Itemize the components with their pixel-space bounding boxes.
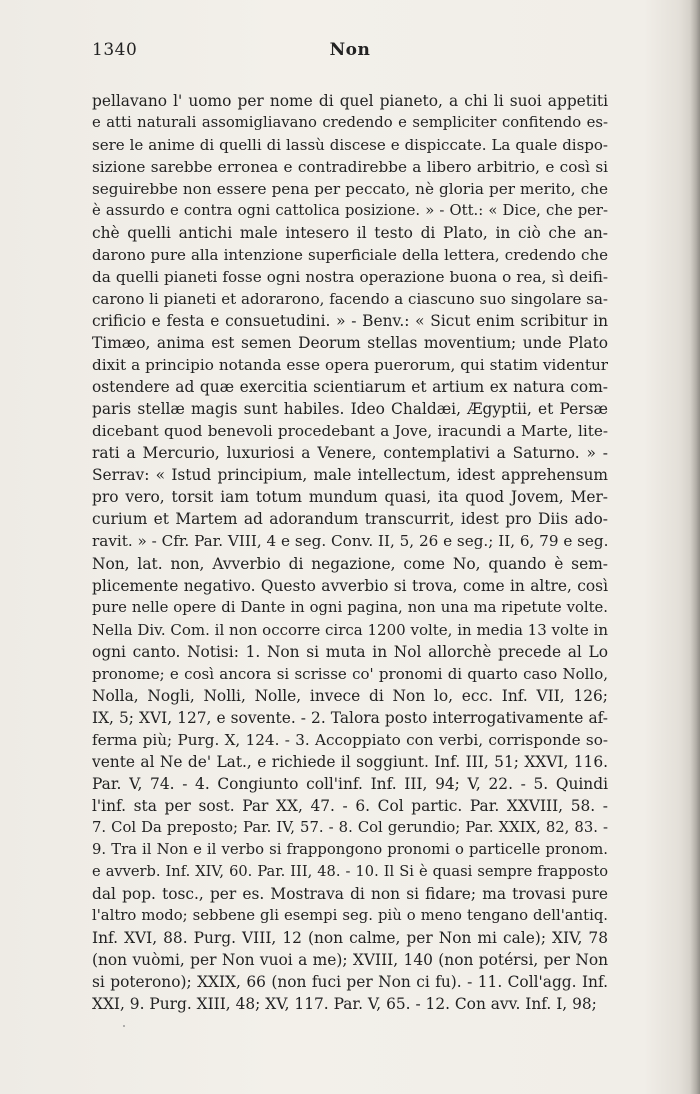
text-line: crificio e festa e consuetudini. » - Benv.: « Sicut enim scribitur in bbox=[92, 312, 608, 330]
entry-headword-line: Non, lat. non, Avverbio di negazione, come No, quando è sem- bbox=[92, 555, 608, 573]
text-line: Serrav: « Istud principium, male intellectum, idest apprehensum bbox=[92, 466, 608, 484]
text-line: carono li pianeti et adorarono, facendo a ciascuno suo singolare sa- bbox=[92, 290, 608, 308]
continued-entry-paragraph bbox=[92, 90, 608, 552]
text-line: dicebant quod benevoli procedebant a Jove, iracundi a Marte, lite- bbox=[92, 422, 608, 440]
text-line: sere le anime di quelli di lassù discese e dispiccate. La quale dispo- bbox=[92, 136, 608, 154]
text-line: pellavano l' uomo per nome di quel pianeto, a chi li suoi appetiti bbox=[92, 92, 608, 110]
text-line: paris stellæ magis sunt habiles. Ideo Chaldæi, Ægyptii, et Persæ bbox=[92, 400, 608, 418]
text-line: si poterono); XXIX, 66 (non fuci per Non ci fu). - 11. Coll'agg. Inf. bbox=[92, 973, 608, 991]
text-line: (non vuòmi, per Non vuoi a me); XVIII, 140 (non potérsi, per Non bbox=[92, 951, 608, 969]
text-line: dixit a principio notanda esse opera puerorum, qui statim videntur bbox=[92, 356, 608, 374]
text-line: IX, 5; XVI, 127, e sovente. - 2. Talora posto interrogativamente af- bbox=[92, 709, 608, 727]
page-edge-shadow bbox=[690, 0, 700, 1094]
text-line: ogni canto. Notisi: 1. Non si muta in Nol allorchè precede al Lo bbox=[92, 643, 608, 661]
entry-non bbox=[92, 553, 608, 1015]
text-line: sizione sarebbe erronea e contradirebbe a libero arbitrio, e così si bbox=[92, 158, 608, 176]
text-line: pronome; e così ancora si scrisse co' pronomi di quarto caso Nollo, bbox=[92, 665, 608, 683]
text-line: e atti naturali assomigliavano credendo e sempliciter confitendo es- bbox=[92, 114, 608, 131]
text-line: e avverb. Inf. XIV, 60. Par. III, 48. - 10. Il Si è quasi sempre frapposto bbox=[92, 863, 608, 880]
text-line: ostendere ad quæ exercitia scientiarum et artium ex natura com- bbox=[92, 378, 608, 396]
text-line: 9. Tra il Non e il verbo si frappongono pronomi o particelle pronom. bbox=[92, 841, 608, 858]
text-line: XXI, 9. Purg. XIII, 48; XV, 117. Par. V, 65. - 12. Con avv. Inf. I, 98; bbox=[92, 995, 597, 1013]
text-line: curium et Martem ad adorandum transcurrit, idest pro Diis ado- bbox=[92, 510, 608, 528]
text-line: pure nelle opere di Dante in ogni pagina, non una ma ripetute volte. bbox=[92, 599, 608, 616]
text-line: ferma più; Purg. X, 124. - 3. Accoppiato con verbi, corrisponde so- bbox=[92, 731, 608, 749]
text-line: seguirebbe non essere pena per peccato, nè gloria per merito, che bbox=[92, 180, 608, 198]
page-number: 1340 bbox=[92, 40, 138, 60]
text-line: ravit. » - Cfr. Par. VIII, 4 e seg. Conv. II, 5, 26 e seg.; II, 6, 79 e seg. bbox=[92, 532, 608, 550]
text-line: Inf. XVI, 88. Purg. VIII, 12 (non calme, per Non mi cale); XIV, 78 bbox=[92, 929, 608, 947]
text-line: dal pop. tosc., per es. Mostrava di non si fidare; ma trovasi pure bbox=[92, 885, 608, 903]
text-line: pro vero, torsit iam totum mundum quasi, ita quod Jovem, Mer- bbox=[92, 488, 608, 506]
text-line: Nolla, Nogli, Nolli, Nolle, invece di Non lo, ecc. Inf. VII, 126; bbox=[92, 687, 608, 705]
text-line: 7. Col Da preposto; Par. IV, 57. - 8. Col gerundio; Par. XXIX, 82, 83. - bbox=[92, 819, 608, 836]
text-line: darono pure alla intenzione superficiale della lettera, credendo che bbox=[92, 246, 608, 264]
text-line: vente al Ne de' Lat., e richiede il soggiunt. Inf. III, 51; XXVI, 116. bbox=[92, 753, 608, 771]
text-line: rati a Mercurio, luxuriosi a Venere, contemplativi a Saturno. » - bbox=[92, 444, 608, 462]
text-line: plicemente negativo. Questo avverbio si trova, come in altre, così bbox=[92, 577, 608, 595]
text-line: da quelli pianeti fosse ogni nostra operazione buona o rea, sì deifi- bbox=[92, 268, 608, 286]
text-line: l'altro modo; sebbene gli esempi seg. più o meno tengano dell'antiq. bbox=[92, 907, 608, 924]
running-head: Non bbox=[329, 40, 371, 60]
text-line: Timæo, anima est semen Deorum stellas moventium; unde Plato bbox=[92, 334, 608, 352]
text-line: l'inf. sta per sost. Par XX, 47. - 6. Col partic. Par. XXVIII, 58. - bbox=[92, 797, 608, 815]
text-line: è assurdo e contra ogni cattolica posizione. » - Ott.: « Dice, che per- bbox=[92, 202, 608, 219]
paper-speck bbox=[123, 1025, 125, 1027]
page-header bbox=[92, 40, 608, 70]
text-line: Par. V, 74. - 4. Congiunto coll'inf. Inf. III, 94; V, 22. - 5. Quindi bbox=[92, 775, 608, 793]
text-line: Nella Div. Com. il non occorre circa 1200 volte, in media 13 volte in bbox=[92, 621, 608, 639]
text-line: chè quelli antichi male intesero il testo di Plato, in ciò che an- bbox=[92, 224, 608, 242]
